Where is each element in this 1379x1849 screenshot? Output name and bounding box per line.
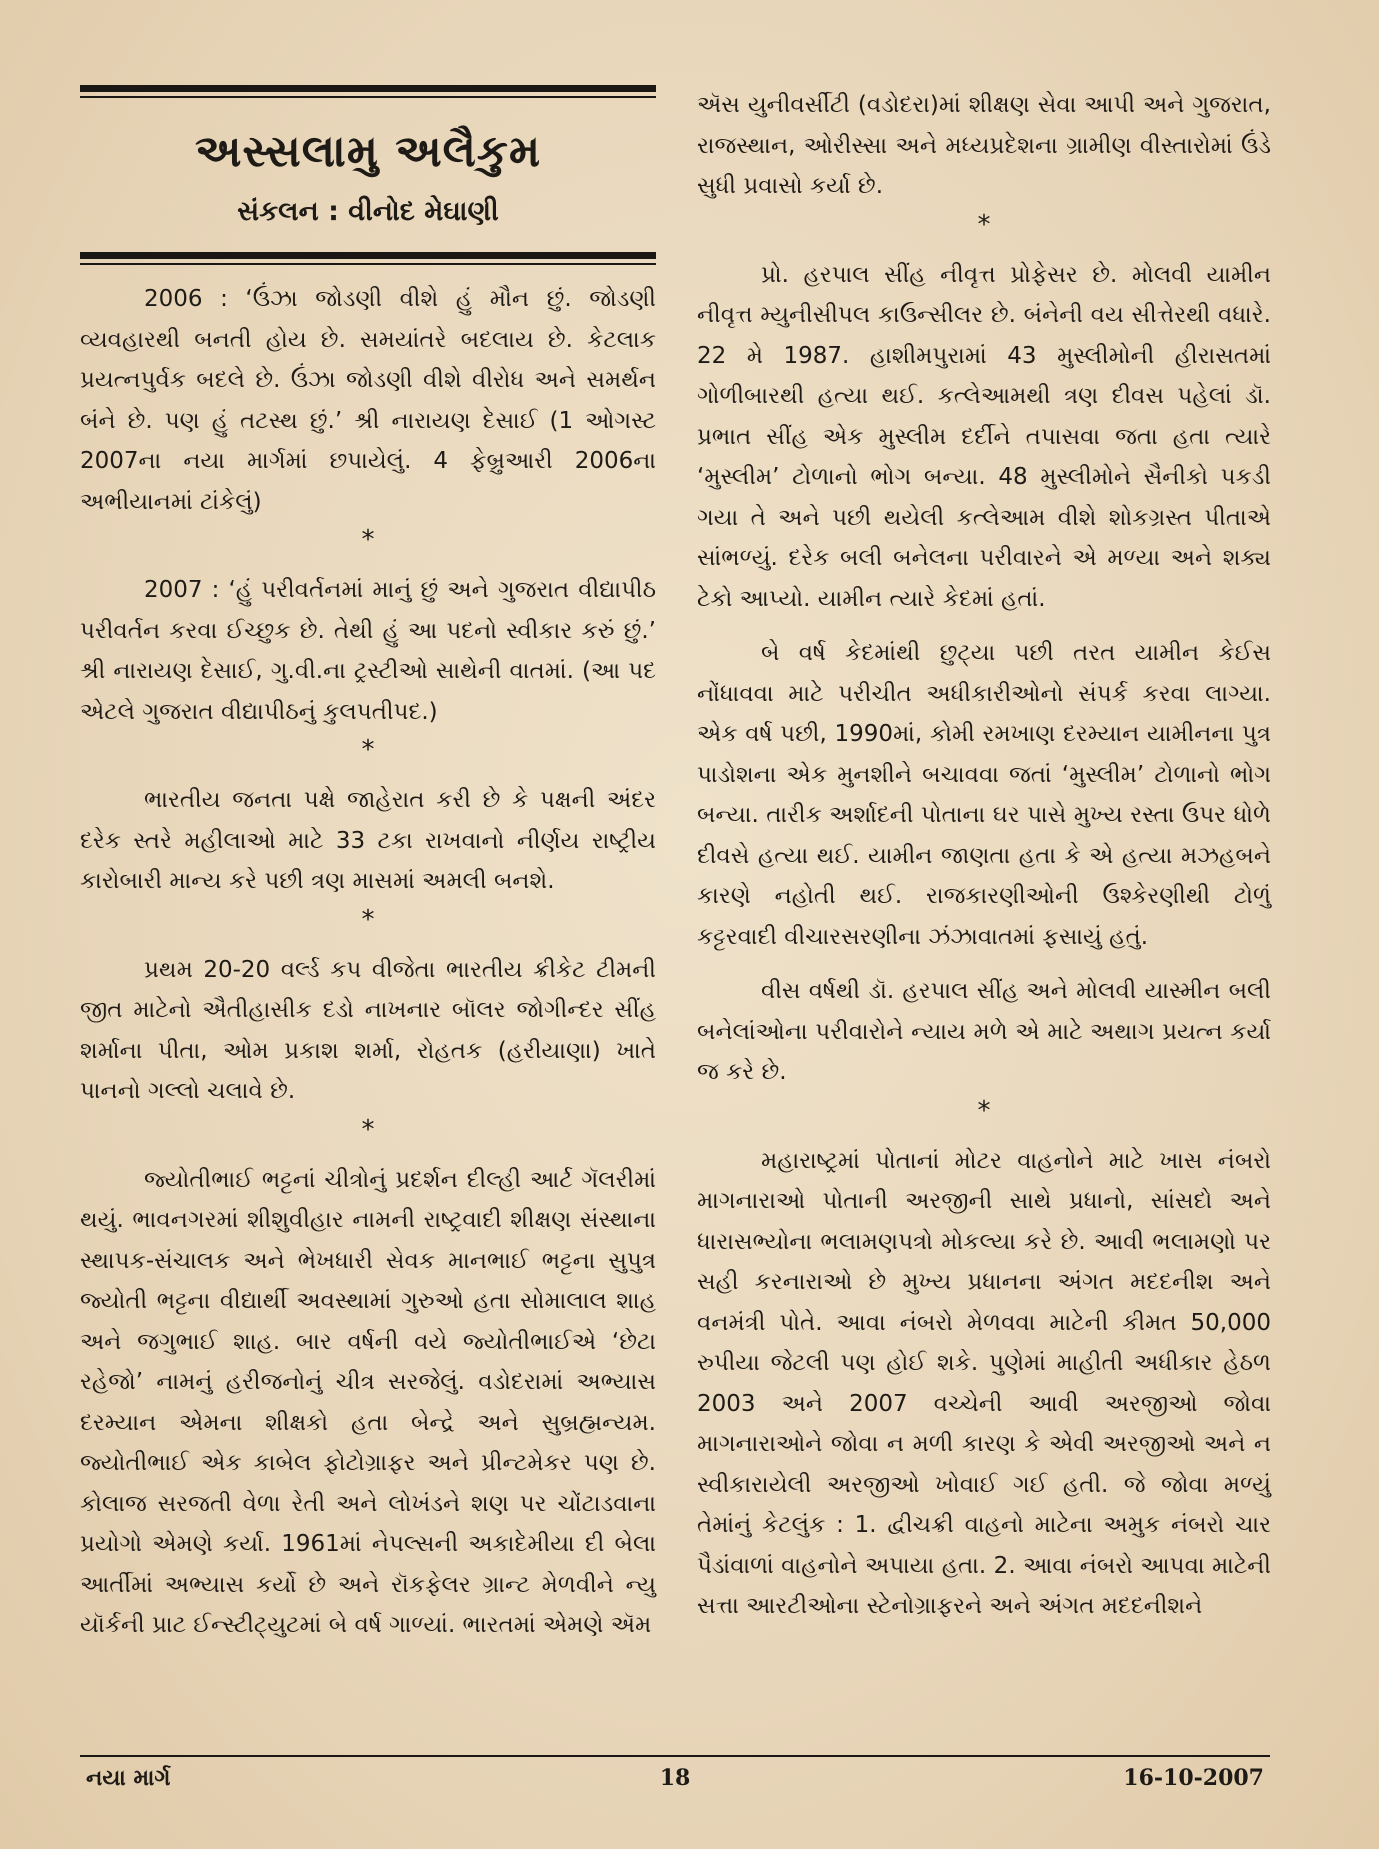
- right-column: [697, 85, 1271, 1627]
- page-footer: [80, 1755, 1270, 1805]
- left-column: [80, 85, 656, 1646]
- section-separator: *: [361, 525, 375, 555]
- paragraph-yamin: બે વર્ષ કેદમાંથી છુટ્યા પછી તરત યામીન કેઈસ નોંધાવવા માટે પરીચીત અધીકારીઓનો સંપર્ક કરવા લાગ્યા. એક વર્ષ પછી, 1990માં, કોમી રમખાણ દરમ્યાન યામીનના પુત્ર પાડોશના એક મુનશીને બચાવવા જતાં ‘મુસ્લીમ’ ટોળાનો ભોગ બન્યા. તારીક અર્શાદની પોતાના ઘર પાસે મુખ્ય રસ્તા ઉપર ધોળે દીવસે હત્યા થઈ. યામીન જાણતા હતા કે એ હત્યા મઝહબને કારણે નહોતી થઈ. રાજકારણીઓની ઉશ્કેરણીથી ટોળું કટ્ટરવાદી વીચારસરણીના ઝંઝાવાતમાં ફસાયું હતું.: [697, 640, 1271, 950]
- footer-rule: [80, 1755, 1270, 1757]
- section-separator: *: [361, 1114, 375, 1145]
- paragraph-maharashtra-numbers: મહારાષ્ટ્રમાં પોતાનાં મોટર વાહનોને માટે ખાસ નંબરો માગનારાઓ પોતાની અરજીની સાથે પ્રધાનો, સાંસદો અને ધારાસભ્યોના ભલામણપત્રો મોકલ્યા કરે છે. આવી ભલામણો પર સહી કરનારાઓ છે મુખ્ય પ્રધાનના અંગત મદદનીશ અને વનમંત્રી પોતે. આવા નંબરો મેળવવા માટેની કીમત 50,000 રુપીયા જેટલી પણ હોઈ શકે. પુણેમાં માહીતી અધીકાર હેઠળ 2003 અને 2007 વચ્ચેની આવી અરજીઓ જોવા માગનારાઓને જોવા ન મળી કારણ કે એવી અરજીઓ અને ન સ્વીકારાયેલી અરજીઓ ખોવાઈ ગઈ હતી. જે જોવા મળ્યું તેમાંનું કેટલુંક : 1. દ્વીચક્રી વાહનો માટેના અમુક નંબરો ચાર પૈડાંવાળાં વાહનોને અપાયા હતા. 2. આવા નંબરો આપવા માટેની સત્તા આરટીઓના સ્ટેનોગ્રાફરને અને અંગત મદદનીશને: [697, 1147, 1271, 1619]
- footer-page-number: 18: [659, 1765, 691, 1791]
- title-bottom-rule: [80, 252, 656, 259]
- title-top-rule: [80, 85, 656, 92]
- title-top-rule-thin: [80, 96, 656, 98]
- paragraph-cricket: પ્રથમ 20-20 વર્લ્ડ કપ વીજેતા ભારતીય ક્રીકેટ ટીમની જીત માટેનો ઐતીહાસીક દડો નાખનાર બૉલર જોગીન્દર સીંહ શર્માના પીતા, ઓમ પ્રકાશ શર્મા, રોહતક (હરીયાણા) ખાતે પાનનો ગલ્લો ચલાવે છે.: [80, 956, 656, 1104]
- paragraph-twenty-years: વીસ વર્ષથી ડૉ. હરપાલ સીંહ અને મોલવી યાસ્મીન બલી બનેલાંઓના પરીવારોને ન્યાય મળે એ માટે અથાગ પ્રયત્ન કર્યા જ કરે છે.: [697, 978, 1271, 1085]
- paragraph-harpal-singh: પ્રો. હરપાલ સીંહ નીવૃત્ત પ્રોફેસર છે. મોલવી યામીન નીવૃત્ત મ્યુનીસીપલ કાઉન્સીલર છે. બંનેની વય સીત્તેરથી વધારે. 22 મે 1987. હાશીમપુરામાં 43 મુસ્લીમોની હીરાસતમાં ગોળીબારથી હત્યા થઈ. કત્લેઆમથી ત્રણ દીવસ પહેલાં ડૉ. પ્રભાત સીંહ એક મુસ્લીમ દર્દીને તપાસવા જતા હતા ત્યારે ‘મુસ્લીમ’ ટોળાનો ભોગ બન્યા. 48 મુસ્લીમોને સૈનીકો પકડી ગયા તે અને પછી થયેલી કત્લેઆમ વીશે શોકગ્રસ્ત પીતાએ સાંભળ્યું. દરેક બલી બનેલના પરીવારને એ મળ્યા અને શક્ય ટેકો આપ્યો. યામીન ત્યારે કેદમાં હતાં.: [697, 261, 1271, 612]
- paragraph-2007-quote: 2007 : ‘હું પરીવર્તનમાં માનું છું અને ગુજરાત વીદ્યાપીઠ પરીવર્તન કરવા ઈચ્છુક છે. તેથી હું આ પદનો સ્વીકાર કરું છું.’ શ્રી નારાયણ દેસાઈ, ગુ.વી.ના ટ્રસ્ટીઓ સાથેની વાતમાં. (આ પદ એટલે ગુજરાત વીદ્યાપીઠનું કુલપતીપદ.): [80, 577, 656, 725]
- footer-publication-name: નયા માર્ગ: [86, 1765, 171, 1791]
- paragraph-bjp-announcement: ભારતીય જનતા પક્ષે જાહેરાત કરી છે કે પક્ષની અંદર દરેક સ્તરે મહીલાઓ માટે 33 ટકા રાખવાનો નીર્ણય રાષ્ટ્રીય કારોબારી માન્ય કરે પછી ત્રણ માસમાં અમલી બનશે.: [80, 787, 656, 894]
- article-title: અસ્સલામુ અલૈકુમ: [194, 126, 542, 177]
- section-separator: *: [361, 735, 375, 765]
- paragraph-continued: ઍસ યુનીવર્સીટી (વડોદરા)માં શીક્ષણ સેવા આપી અને ગુજરાત, રાજસ્થાન, ઓરીસ્સા અને મધ્યપ્રદેશના ગ્રામીણ વીસ્તારોમાં ઉંડે સુધી પ્રવાસો કર્યા છે.: [697, 92, 1271, 199]
- paragraph-jyotibhai-bhatt: જ્યોતીભાઈ ભટ્ટનાં ચીત્રોનું પ્રદર્શન દીલ્હી આર્ટ ગૅલરીમાં થયું. ભાવનગરમાં શીશુવીહાર નામની રાષ્ટ્રવાદી શીક્ષણ સંસ્થાના સ્થાપક-સંચાલક અને ભેખધારી સેવક માનભાઈ ભટ્ટના સુપુત્ર જ્યોતી ભટ્ટના વીદ્યાર્થી અવસ્થામાં ગુરુઓ હતા સોમાલાલ શાહ અને જગુભાઈ શાહ. બાર વર્ષની વયે જ્યોતીભાઈએ ‘છેટા રહેજો’ નામનું હરીજનોનું ચીત્ર સરજેલું. વડોદરામાં અભ્યાસ દરમ્યાન એમના શીક્ષકો હતા બેન્દ્રે અને સુબ્રહ્મન્યમ. જ્યોતીભાઈ એક કાબેલ ફોટોગ્રાફર અને પ્રીન્ટમેકર પણ છે. કોલાજ સરજતી વેળા રેતી અને લોખંડને શણ પર ચોંટાડવાના પ્રયોગો એમણે કર્યા. 1961માં નેપલ્સની અકાદેમીયા દી બેલા આર્તીમાં અભ્યાસ કર્યો છે અને રૉકફેલર ગ્રાન્ટ મેળવીને ન્યુ યૉર્કની પ્રાટ ઈન્સ્ટીટ્યુટમાં બે વર્ષ ગાળ્યાં. ભારતમાં એમણે ઍમ: [80, 1166, 656, 1638]
- paragraph-2006-quote: 2006 : ‘ઉંઝા જોડણી વીશે હું મૌન છું. જોડણી વ્યવહારથી બનતી હોય છે. સમયાંતરે બદલાય છે. કેટલાક પ્રયત્નપુર્વક બદલે છે. ઉંઝા જોડણી વીશે વીરોધ અને સમર્થન બંને છે. પણ હું તટસ્થ છું.’ શ્રી નારાયણ દેસાઈ (1 ઓગસ્ટ 2007ના નયા માર્ગમાં છપાયેલું. 4 ફેબ્રુઆરી 2006ના અભીયાનમાં ટાંકેલું): [80, 286, 656, 515]
- section-separator: *: [977, 209, 991, 240]
- section-separator: *: [361, 904, 375, 935]
- footer-date: 16-10-2007: [1123, 1765, 1264, 1791]
- section-separator: *: [977, 1095, 991, 1126]
- article-byline: સંકલન : વીનોદ મેઘાણી: [237, 196, 499, 227]
